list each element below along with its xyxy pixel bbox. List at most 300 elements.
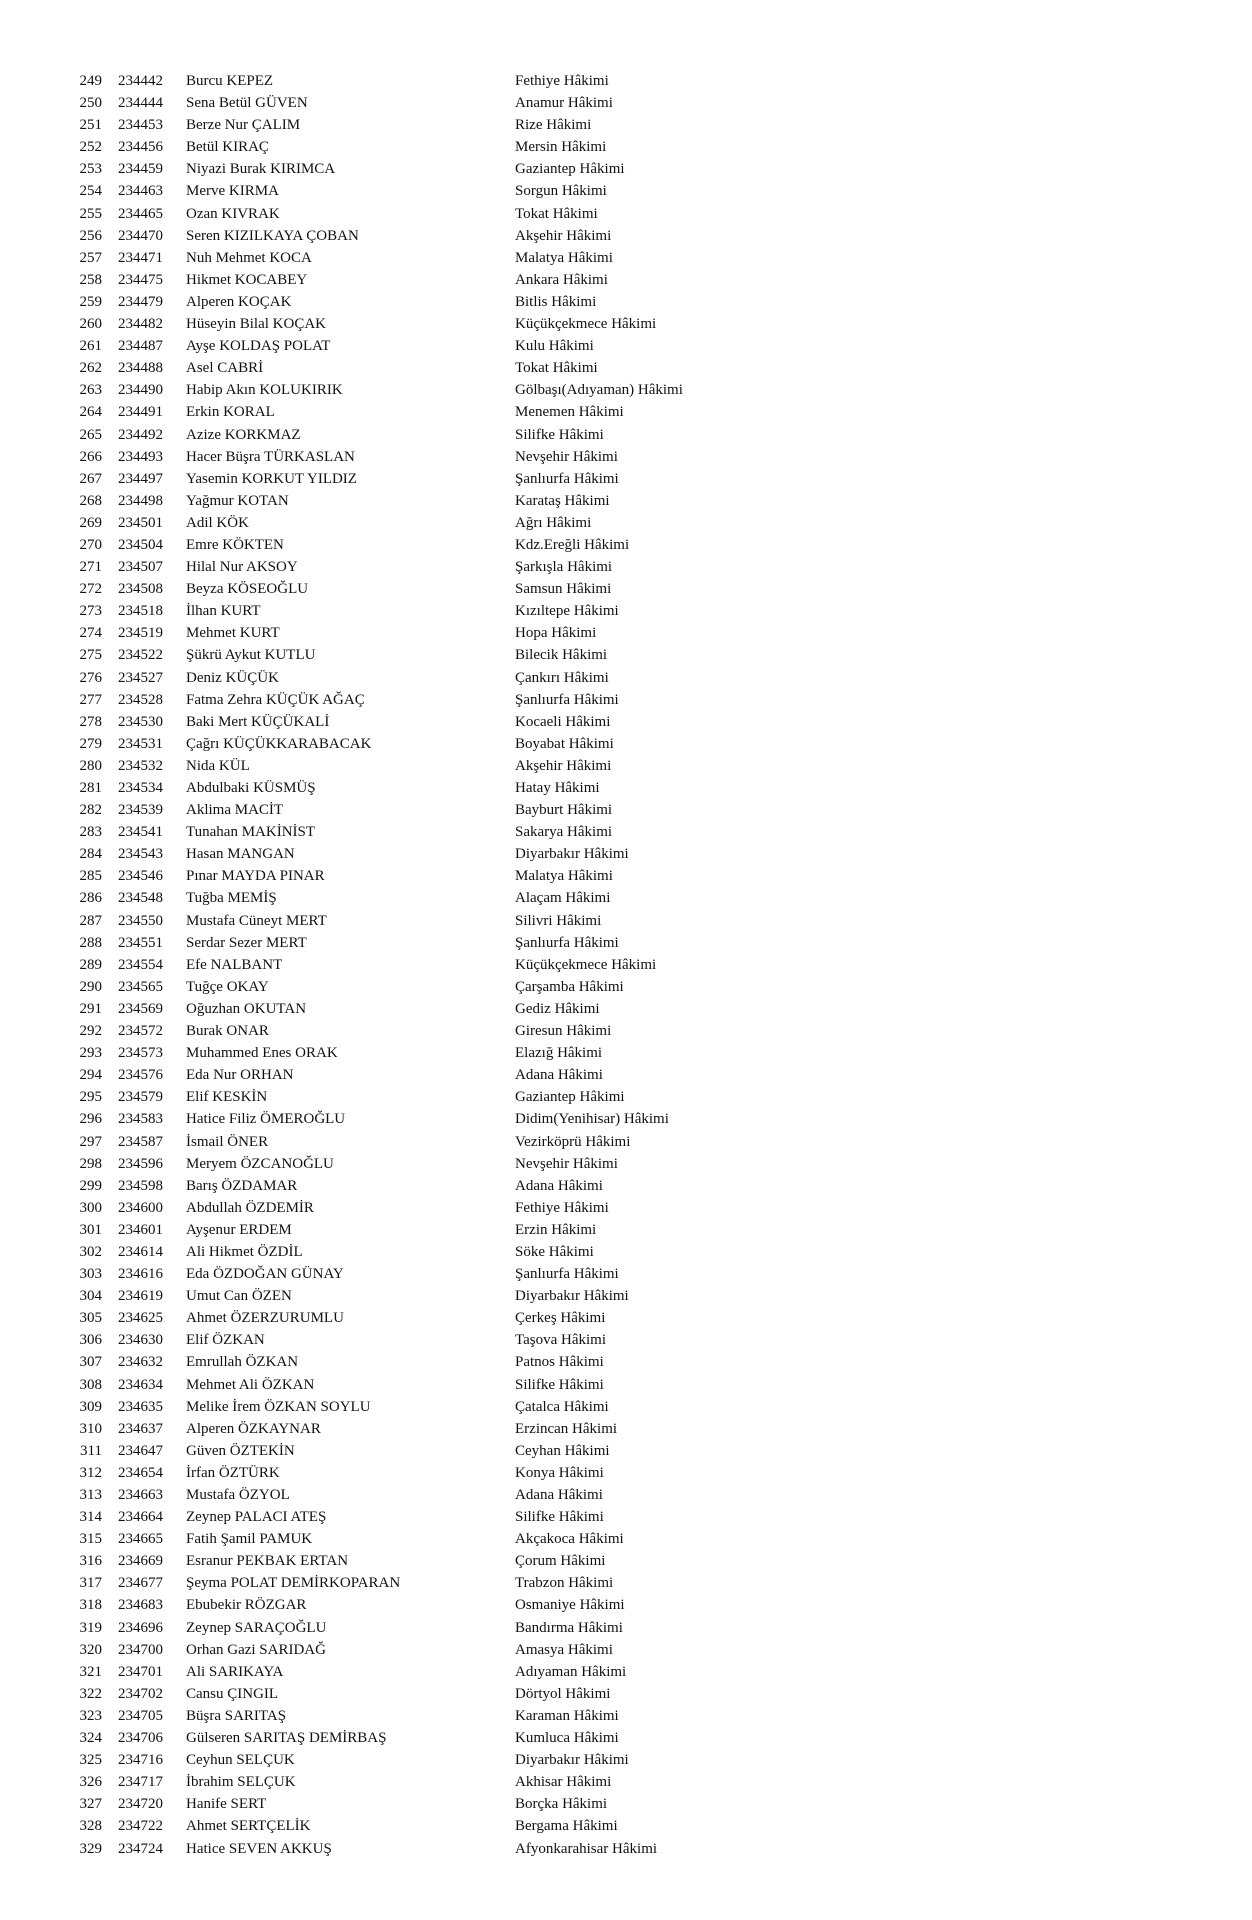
person-name: Asel CABRİ xyxy=(186,360,264,377)
list-item xyxy=(0,1175,1252,1197)
row-number: 273 xyxy=(79,603,102,620)
row-number: 308 xyxy=(79,1376,102,1393)
assignment-location: Borçka Hâkimi xyxy=(515,1796,608,1813)
list-item xyxy=(0,821,1252,843)
person-name: Ayşenur ERDEM xyxy=(186,1221,292,1238)
list-item xyxy=(0,1219,1252,1241)
assignment-location: Söke Hâkimi xyxy=(515,1243,594,1260)
row-number: 274 xyxy=(79,625,102,642)
person-name: Tuğba MEMİŞ xyxy=(186,890,277,907)
row-number: 284 xyxy=(79,846,102,863)
assignment-location: Nevşehir Hâkimi xyxy=(515,448,618,465)
registry-number: 234487 xyxy=(118,338,163,355)
row-number: 254 xyxy=(79,183,102,200)
assignment-location: Ceyhan Hâkimi xyxy=(515,1442,610,1459)
row-number: 282 xyxy=(79,802,102,819)
row-number: 262 xyxy=(79,360,102,377)
list-item xyxy=(0,269,1252,291)
registry-number: 234470 xyxy=(118,227,163,244)
registry-number: 234632 xyxy=(118,1354,163,1371)
assignment-location: Akşehir Hâkimi xyxy=(515,227,612,244)
person-name: Hikmet KOCABEY xyxy=(186,271,308,288)
list-item xyxy=(0,777,1252,799)
list-item xyxy=(0,379,1252,401)
registry-number: 234471 xyxy=(118,249,163,266)
person-name: Abdullah ÖZDEMİR xyxy=(186,1199,314,1216)
list-item xyxy=(0,1042,1252,1064)
registry-number: 234501 xyxy=(118,514,163,531)
list-item xyxy=(0,667,1252,689)
person-name: Hüseyin Bilal KOÇAK xyxy=(186,316,326,333)
registry-number: 234647 xyxy=(118,1442,163,1459)
row-number: 276 xyxy=(79,669,102,686)
assignment-location: Şanlıurfa Hâkimi xyxy=(515,1266,619,1283)
assignment-location: Malatya Hâkimi xyxy=(515,868,613,885)
person-name: Fatma Zehra KÜÇÜK AĞAÇ xyxy=(186,691,365,708)
person-name: Ahmet SERTÇELİK xyxy=(186,1818,311,1835)
registry-number: 234683 xyxy=(118,1597,163,1614)
list-item xyxy=(0,70,1252,92)
registry-number: 234554 xyxy=(118,956,163,973)
row-number: 278 xyxy=(79,713,102,730)
registry-number: 234530 xyxy=(118,713,163,730)
list-item xyxy=(0,1771,1252,1793)
list-item xyxy=(0,313,1252,335)
row-number: 320 xyxy=(79,1641,102,1658)
list-item xyxy=(0,1374,1252,1396)
row-number: 294 xyxy=(79,1067,102,1084)
list-item xyxy=(0,490,1252,512)
assignment-location: Kocaeli Hâkimi xyxy=(515,713,611,730)
row-number: 259 xyxy=(79,293,102,310)
assignment-location: Mersin Hâkimi xyxy=(515,139,607,156)
registry-number: 234722 xyxy=(118,1818,163,1835)
assignment-location: Silifke Hâkimi xyxy=(515,426,604,443)
list-item xyxy=(0,1153,1252,1175)
row-number: 329 xyxy=(79,1840,102,1857)
list-item xyxy=(0,1064,1252,1086)
person-name: Burcu KEPEZ xyxy=(186,73,274,89)
person-name: Mustafa Cüneyt MERT xyxy=(186,912,327,929)
registry-number: 234539 xyxy=(118,802,163,819)
registry-number: 234551 xyxy=(118,934,163,951)
assignment-location: Hopa Hâkimi xyxy=(515,625,597,642)
assignment-location: Bitlis Hâkimi xyxy=(515,293,597,310)
assignment-location: Elazığ Hâkimi xyxy=(515,1045,603,1062)
row-number: 298 xyxy=(79,1155,102,1172)
assignment-location: Hatay Hâkimi xyxy=(515,780,600,796)
person-name: Betül KIRAÇ xyxy=(186,139,269,156)
registry-number: 234634 xyxy=(118,1376,163,1393)
row-number: 269 xyxy=(79,514,102,531)
list-item xyxy=(0,1550,1252,1572)
assignment-location: Sorgun Hâkimi xyxy=(515,183,607,200)
registry-number: 234616 xyxy=(118,1266,163,1283)
list-item xyxy=(0,1263,1252,1285)
assignment-location: Osmaniye Hâkimi xyxy=(515,1597,625,1614)
list-item xyxy=(0,225,1252,247)
list-item xyxy=(0,1572,1252,1594)
row-number: 288 xyxy=(79,934,102,951)
assignment-location: Menemen Hâkimi xyxy=(515,404,624,421)
registry-number: 234696 xyxy=(118,1619,163,1636)
person-name: Meryem ÖZCANOĞLU xyxy=(186,1155,334,1172)
person-name: Şükrü Aykut KUTLU xyxy=(186,647,316,664)
registry-number: 234596 xyxy=(118,1155,163,1172)
list-item xyxy=(0,203,1252,225)
assignment-location: Bayburt Hâkimi xyxy=(515,802,613,819)
person-name: Fatih Şamil PAMUK xyxy=(186,1531,313,1548)
row-number: 313 xyxy=(79,1487,102,1503)
person-name: Adil KÖK xyxy=(186,514,249,531)
row-number: 314 xyxy=(79,1509,102,1526)
list-item xyxy=(0,711,1252,733)
assignment-location: Bergama Hâkimi xyxy=(515,1818,618,1835)
assignment-location: Nevşehir Hâkimi xyxy=(515,1155,618,1172)
list-item xyxy=(0,446,1252,468)
registry-number: 234482 xyxy=(118,316,163,333)
person-name: Melike İrem ÖZKAN SOYLU xyxy=(186,1398,371,1415)
list-item xyxy=(0,1683,1252,1705)
registry-number: 234493 xyxy=(118,448,163,465)
person-name: Alperen ÖZKAYNAR xyxy=(186,1420,321,1437)
list-item xyxy=(0,291,1252,313)
row-number: 299 xyxy=(79,1177,102,1194)
row-number: 272 xyxy=(79,581,102,598)
person-name: Ebubekir RÖZGAR xyxy=(186,1597,307,1614)
row-number: 249 xyxy=(79,73,102,89)
assignment-location: Alaçam Hâkimi xyxy=(515,890,611,907)
row-number: 291 xyxy=(79,1000,102,1017)
assignment-location: Amasya Hâkimi xyxy=(515,1641,613,1658)
row-number: 266 xyxy=(79,448,102,465)
assignment-location: Tokat Hâkimi xyxy=(515,360,598,377)
person-name: Zeynep SARAÇOĞLU xyxy=(186,1619,327,1636)
row-number: 322 xyxy=(79,1685,102,1702)
person-name: Nida KÜL xyxy=(186,757,250,774)
person-name: Beyza KÖSEOĞLU xyxy=(186,581,309,598)
assignment-location: Silifke Hâkimi xyxy=(515,1376,604,1393)
person-name: Mehmet KURT xyxy=(186,625,280,642)
registry-number: 234532 xyxy=(118,757,163,774)
assignment-location: Konya Hâkimi xyxy=(515,1464,604,1481)
registry-number: 234548 xyxy=(118,890,163,907)
row-number: 325 xyxy=(79,1752,102,1769)
registry-number: 234705 xyxy=(118,1707,163,1724)
assignment-location: Silivri Hâkimi xyxy=(515,912,602,929)
person-name: Ceyhun SELÇUK xyxy=(186,1752,295,1769)
assignment-location: Rize Hâkimi xyxy=(515,117,592,134)
registry-number: 234475 xyxy=(118,271,163,288)
person-name: Hacer Büşra TÜRKASLAN xyxy=(186,448,355,465)
assignment-location: Patnos Hâkimi xyxy=(515,1354,604,1371)
row-number: 275 xyxy=(79,647,102,664)
person-name: Oğuzhan OKUTAN xyxy=(186,1000,307,1017)
registry-number: 234465 xyxy=(118,205,163,222)
list-item xyxy=(0,1396,1252,1418)
registry-number: 234519 xyxy=(118,625,163,642)
registry-number: 234459 xyxy=(118,161,163,178)
row-number: 303 xyxy=(79,1266,102,1283)
row-number: 285 xyxy=(79,868,102,885)
list-item xyxy=(0,622,1252,644)
registry-number: 234531 xyxy=(118,735,163,752)
row-number: 283 xyxy=(79,824,102,841)
row-number: 279 xyxy=(79,735,102,752)
row-number: 300 xyxy=(79,1199,102,1216)
row-number: 309 xyxy=(79,1398,102,1415)
registry-number: 234669 xyxy=(118,1553,163,1570)
person-name: Aklima MACİT xyxy=(186,802,284,819)
list-item xyxy=(0,998,1252,1020)
registry-number: 234619 xyxy=(118,1288,163,1305)
person-name: Erkin KORAL xyxy=(186,404,275,421)
person-name: Serdar Sezer MERT xyxy=(186,934,307,951)
person-name: Hilal Nur AKSOY xyxy=(186,559,298,576)
person-name: Çağrı KÜÇÜKKARABACAK xyxy=(186,735,372,752)
list-item xyxy=(0,976,1252,998)
registry-number: 234479 xyxy=(118,293,163,310)
person-name: Pınar MAYDA PINAR xyxy=(186,868,325,885)
row-number: 261 xyxy=(79,338,102,355)
list-item xyxy=(0,578,1252,600)
person-name: Orhan Gazi SARIDAĞ xyxy=(186,1641,326,1658)
registry-number: 234717 xyxy=(118,1774,163,1791)
registry-number: 234442 xyxy=(118,73,163,89)
list-item xyxy=(0,1086,1252,1108)
registry-number: 234497 xyxy=(118,470,163,487)
person-name: İlhan KURT xyxy=(186,603,261,620)
person-name: İbrahim SELÇUK xyxy=(186,1774,296,1791)
list-item xyxy=(0,1639,1252,1661)
registry-number: 234654 xyxy=(118,1464,163,1481)
person-name: Barış ÖZDAMAR xyxy=(186,1177,298,1194)
person-name: Ozan KIVRAK xyxy=(186,205,280,222)
list-item xyxy=(0,357,1252,379)
list-item xyxy=(0,1749,1252,1771)
row-number: 289 xyxy=(79,956,102,973)
person-name: Emrullah ÖZKAN xyxy=(186,1354,299,1371)
row-number: 323 xyxy=(79,1707,102,1724)
row-number: 301 xyxy=(79,1221,102,1238)
person-name: Şeyma POLAT DEMİRKOPARAN xyxy=(186,1575,401,1592)
registry-number: 234498 xyxy=(118,492,163,509)
registry-number: 234677 xyxy=(118,1575,163,1592)
row-number: 270 xyxy=(79,536,102,553)
person-name: Güven ÖZTEKİN xyxy=(186,1442,295,1459)
registry-number: 234543 xyxy=(118,846,163,863)
person-name: Elif ÖZKAN xyxy=(186,1332,265,1349)
assignment-location: Bandırma Hâkimi xyxy=(515,1619,623,1636)
list-item xyxy=(0,1241,1252,1263)
assignment-location: Ankara Hâkimi xyxy=(515,271,608,288)
assignment-location: Küçükçekmece Hâkimi xyxy=(515,316,657,333)
person-name: İrfan ÖZTÜRK xyxy=(186,1464,280,1481)
list-item xyxy=(0,1661,1252,1683)
assignment-location: Adana Hâkimi xyxy=(515,1487,603,1503)
assignment-location: Erzincan Hâkimi xyxy=(515,1420,618,1437)
registry-number: 234702 xyxy=(118,1685,163,1702)
list-item xyxy=(0,1838,1252,1860)
assignment-location: Şanlıurfa Hâkimi xyxy=(515,470,619,487)
registry-number: 234527 xyxy=(118,669,163,686)
row-number: 311 xyxy=(80,1442,102,1459)
list-item xyxy=(0,1815,1252,1837)
assignment-location: Kızıltepe Hâkimi xyxy=(515,603,619,620)
list-item xyxy=(0,1020,1252,1042)
row-number: 287 xyxy=(79,912,102,929)
registry-number: 234508 xyxy=(118,581,163,598)
assignment-location: Kumluca Hâkimi xyxy=(515,1730,619,1747)
registry-number: 234491 xyxy=(118,404,163,421)
row-number: 315 xyxy=(79,1531,102,1548)
registry-number: 234534 xyxy=(118,780,163,796)
person-name: Ali SARIKAYA xyxy=(186,1663,284,1680)
person-name: Berze Nur ÇALIM xyxy=(186,117,301,134)
row-number: 250 xyxy=(79,95,102,112)
person-name: Eda ÖZDOĞAN GÜNAY xyxy=(186,1266,344,1283)
assignment-location: Trabzon Hâkimi xyxy=(515,1575,614,1592)
row-number: 263 xyxy=(79,382,102,399)
person-name: Büşra SARITAŞ xyxy=(186,1707,287,1724)
list-item xyxy=(0,1528,1252,1550)
list-item xyxy=(0,512,1252,534)
registry-number: 234490 xyxy=(118,382,163,399)
assignment-location: Vezirköprü Hâkimi xyxy=(515,1133,631,1150)
row-number: 295 xyxy=(79,1089,102,1106)
list-item xyxy=(0,424,1252,446)
person-name: Deniz KÜÇÜK xyxy=(186,669,279,686)
list-item xyxy=(0,1418,1252,1440)
appointment-list xyxy=(0,70,1252,1860)
list-item xyxy=(0,114,1252,136)
assignment-location: Kulu Hâkimi xyxy=(515,338,594,355)
person-name: Azize KORKMAZ xyxy=(186,426,301,443)
list-item xyxy=(0,1793,1252,1815)
registry-number: 234701 xyxy=(118,1663,163,1680)
registry-number: 234576 xyxy=(118,1067,163,1084)
person-name: Hatice SEVEN AKKUŞ xyxy=(186,1840,332,1857)
person-name: Mustafa ÖZYOL xyxy=(186,1487,290,1503)
list-item xyxy=(0,1351,1252,1373)
row-number: 253 xyxy=(79,161,102,178)
assignment-location: Taşova Hâkimi xyxy=(515,1332,607,1349)
registry-number: 234492 xyxy=(118,426,163,443)
list-item xyxy=(0,158,1252,180)
assignment-location: Erzin Hâkimi xyxy=(515,1221,597,1238)
registry-number: 234573 xyxy=(118,1045,163,1062)
registry-number: 234598 xyxy=(118,1177,163,1194)
row-number: 265 xyxy=(79,426,102,443)
registry-number: 234444 xyxy=(118,95,163,112)
assignment-location: Diyarbakır Hâkimi xyxy=(515,846,629,863)
registry-number: 234716 xyxy=(118,1752,163,1769)
assignment-location: Gaziantep Hâkimi xyxy=(515,161,625,178)
list-item xyxy=(0,534,1252,556)
registry-number: 234706 xyxy=(118,1730,163,1747)
assignment-location: Adana Hâkimi xyxy=(515,1067,603,1084)
list-item xyxy=(0,92,1252,114)
registry-number: 234456 xyxy=(118,139,163,156)
person-name: Ahmet ÖZERZURUMLU xyxy=(186,1310,344,1327)
list-item xyxy=(0,468,1252,490)
row-number: 251 xyxy=(79,117,102,134)
assignment-location: Fethiye Hâkimi xyxy=(515,1199,609,1216)
assignment-location: Gediz Hâkimi xyxy=(515,1000,600,1017)
row-number: 256 xyxy=(79,227,102,244)
registry-number: 234504 xyxy=(118,536,163,553)
registry-number: 234522 xyxy=(118,647,163,664)
row-number: 281 xyxy=(79,780,102,796)
assignment-location: Akhisar Hâkimi xyxy=(515,1774,612,1791)
assignment-location: Bilecik Hâkimi xyxy=(515,647,608,664)
registry-number: 234565 xyxy=(118,978,163,995)
list-item xyxy=(0,1440,1252,1462)
row-number: 277 xyxy=(79,691,102,708)
person-name: Eda Nur ORHAN xyxy=(186,1067,294,1084)
row-number: 305 xyxy=(79,1310,102,1327)
person-name: Yağmur KOTAN xyxy=(186,492,289,509)
row-number: 317 xyxy=(79,1575,102,1592)
list-item xyxy=(0,733,1252,755)
assignment-location: Anamur Hâkimi xyxy=(515,95,613,112)
registry-number: 234550 xyxy=(118,912,163,929)
person-name: Elif KESKİN xyxy=(186,1089,268,1106)
registry-number: 234572 xyxy=(118,1023,163,1040)
registry-number: 234625 xyxy=(118,1310,163,1327)
assignment-location: Çarşamba Hâkimi xyxy=(515,978,624,995)
person-name: Abdulbaki KÜSMÜŞ xyxy=(186,780,316,796)
person-name: Alperen KOÇAK xyxy=(186,293,292,310)
assignment-location: Çankırı Hâkimi xyxy=(515,669,609,686)
person-name: Seren KIZILKAYA ÇOBAN xyxy=(186,227,359,244)
row-number: 268 xyxy=(79,492,102,509)
assignment-location: Akçakoca Hâkimi xyxy=(515,1531,624,1548)
registry-number: 234463 xyxy=(118,183,163,200)
row-number: 306 xyxy=(79,1332,102,1349)
assignment-location: Giresun Hâkimi xyxy=(515,1023,612,1040)
registry-number: 234724 xyxy=(118,1840,163,1857)
assignment-location: Diyarbakır Hâkimi xyxy=(515,1752,629,1769)
assignment-location: Adıyaman Hâkimi xyxy=(515,1663,627,1680)
row-number: 304 xyxy=(79,1288,102,1305)
list-item xyxy=(0,1506,1252,1528)
list-item xyxy=(0,910,1252,932)
row-number: 290 xyxy=(79,978,102,995)
list-item xyxy=(0,1131,1252,1153)
person-name: Sena Betül GÜVEN xyxy=(186,95,308,112)
row-number: 296 xyxy=(79,1111,102,1128)
list-item xyxy=(0,1617,1252,1639)
row-number: 280 xyxy=(79,757,102,774)
person-name: Tuğçe OKAY xyxy=(186,978,269,995)
row-number: 327 xyxy=(79,1796,102,1813)
person-name: İsmail ÖNER xyxy=(186,1133,269,1150)
registry-number: 234601 xyxy=(118,1221,163,1238)
row-number: 324 xyxy=(79,1730,102,1747)
list-item xyxy=(0,843,1252,865)
person-name: Hasan MANGAN xyxy=(186,846,295,863)
list-item xyxy=(0,954,1252,976)
registry-number: 234488 xyxy=(118,360,163,377)
person-name: Ayşe KOLDAŞ POLAT xyxy=(186,338,331,355)
assignment-location: Adana Hâkimi xyxy=(515,1177,603,1194)
assignment-location: Gaziantep Hâkimi xyxy=(515,1089,625,1106)
person-name: Burak ONAR xyxy=(186,1023,269,1040)
row-number: 293 xyxy=(79,1045,102,1062)
list-item xyxy=(0,600,1252,622)
person-name: Hanife SERT xyxy=(186,1796,267,1813)
